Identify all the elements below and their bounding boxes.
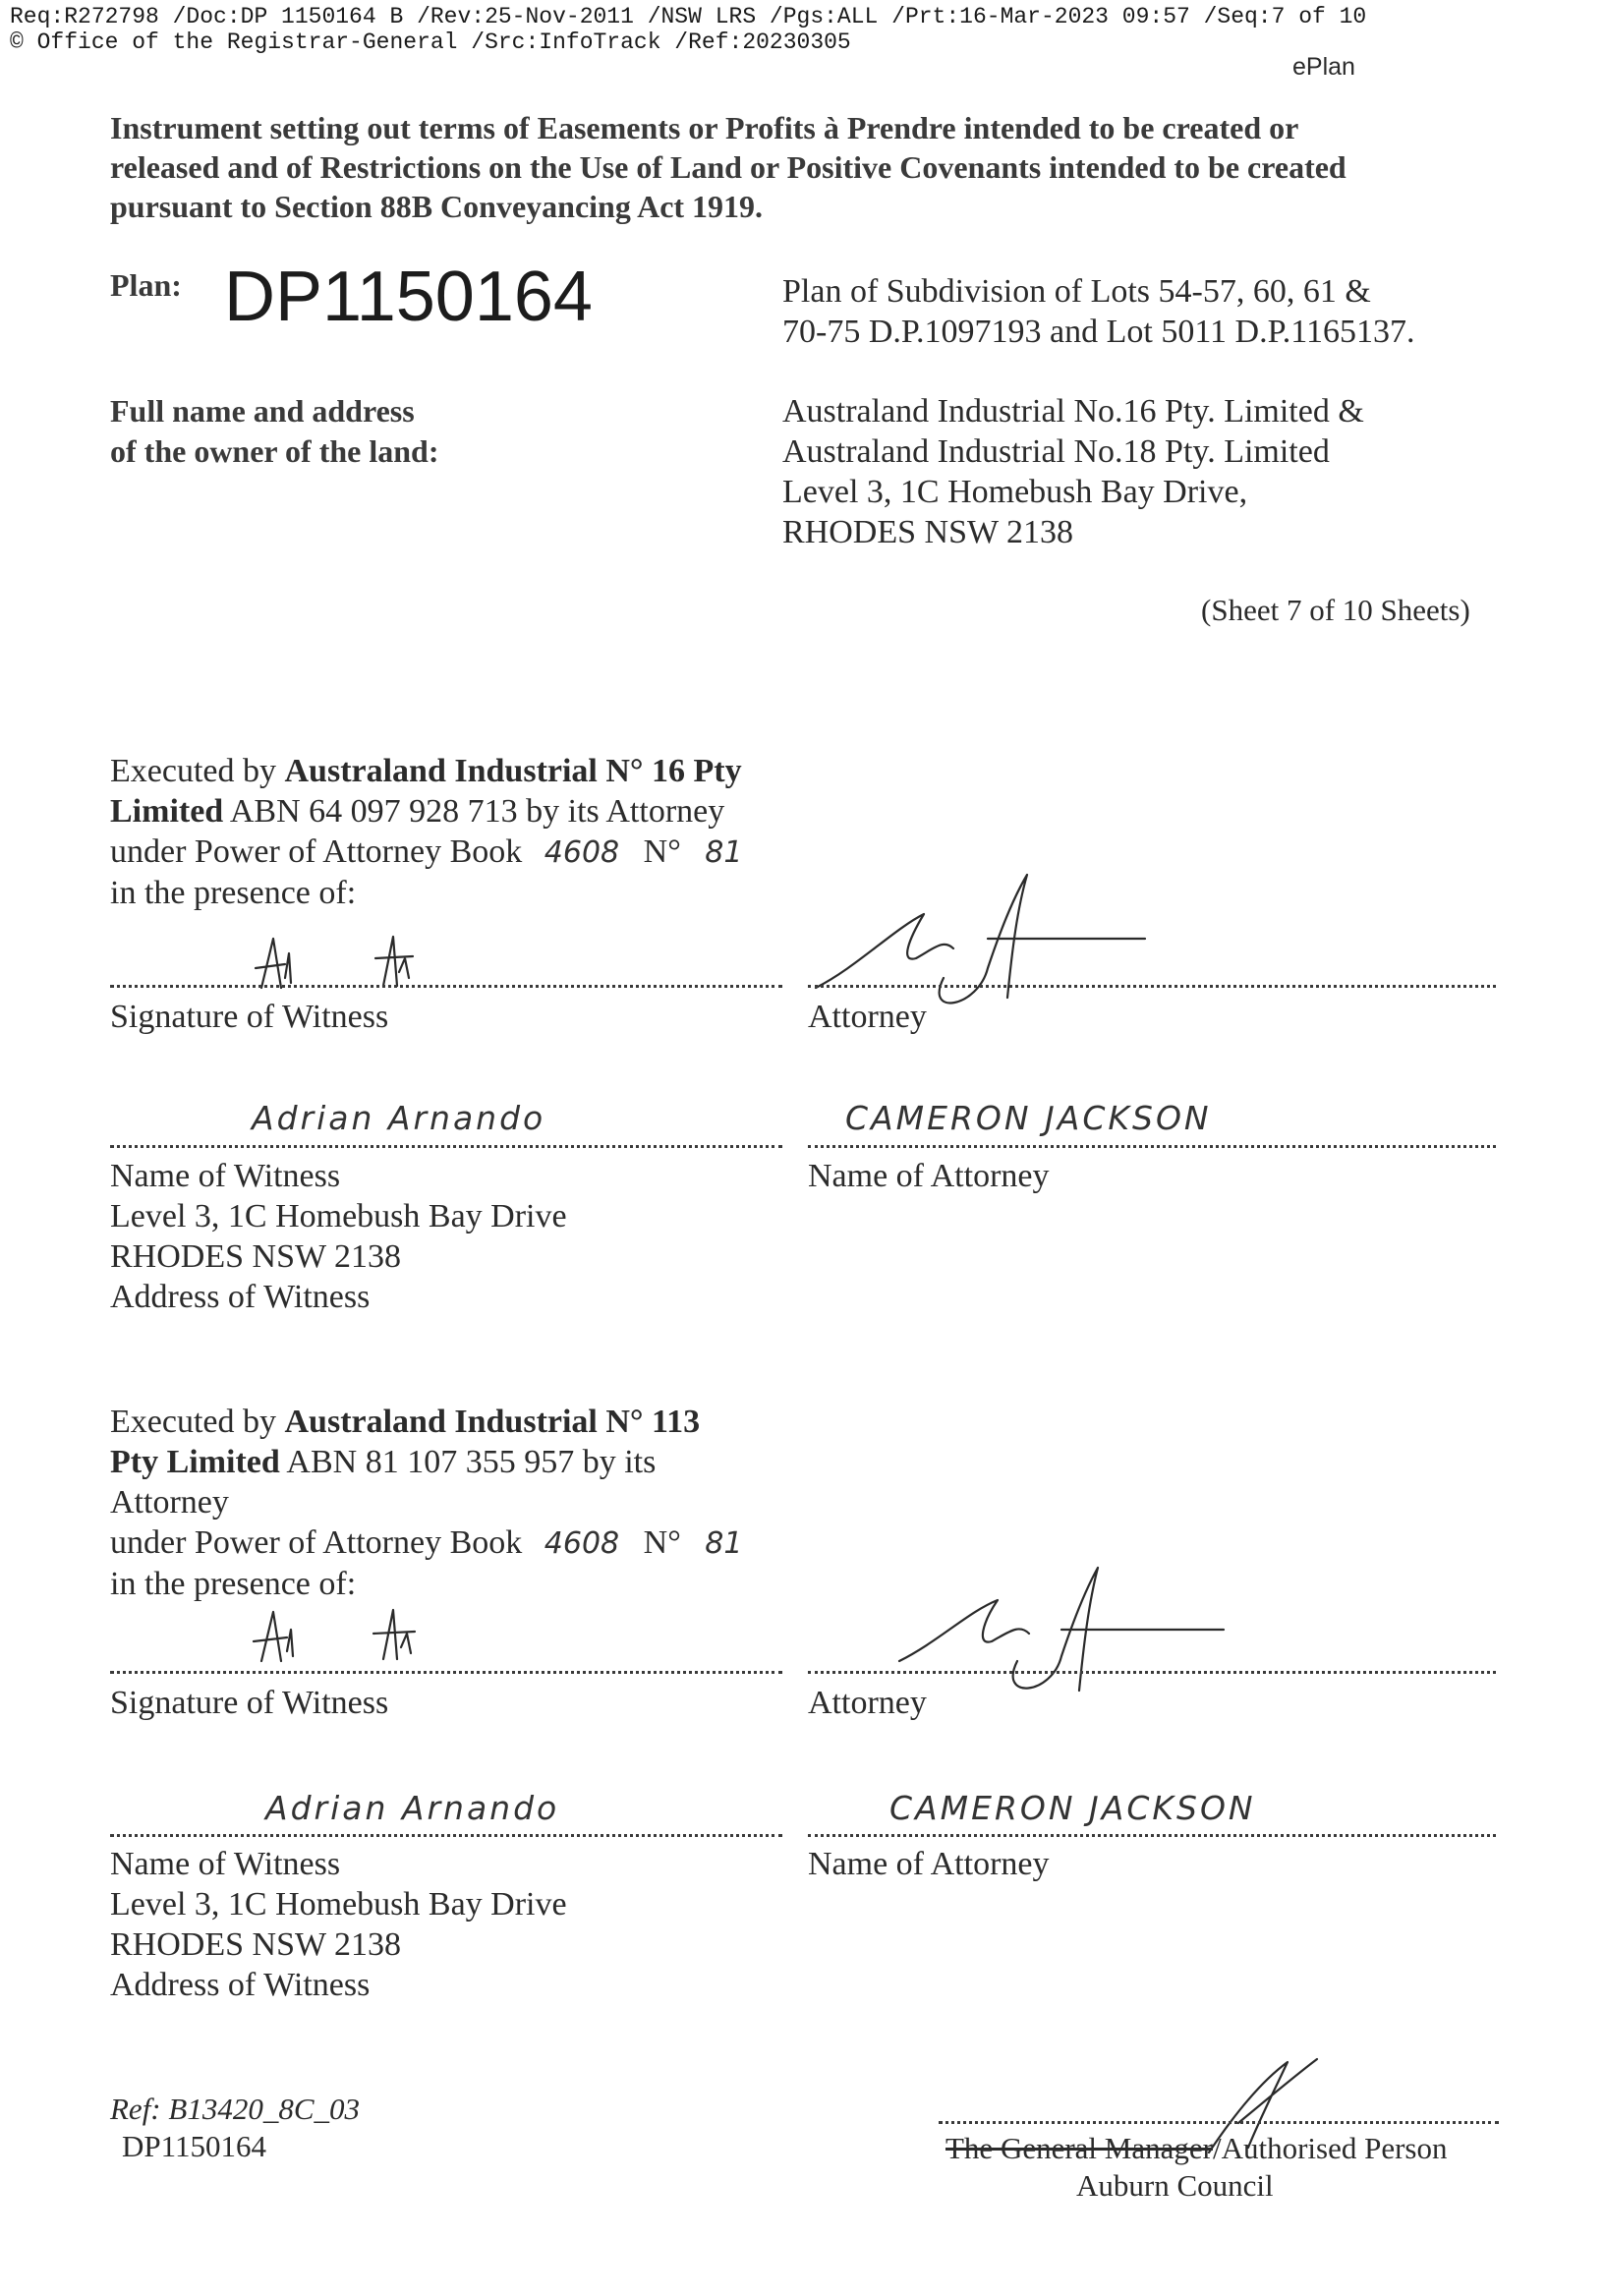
handwritten-witness-name: Adrian Arnando bbox=[252, 1099, 546, 1137]
execution-clause-2 bbox=[110, 1402, 742, 1604]
authorised-person-text: /Authorised Person bbox=[1212, 2131, 1448, 2165]
attorney-label: Attorney bbox=[808, 999, 927, 1035]
witness-name-line bbox=[110, 1145, 782, 1148]
address-of-witness-label: Address of Witness bbox=[110, 1279, 371, 1315]
handwritten-book-number: 4608 bbox=[544, 835, 620, 870]
source-header-line: © Office of the Registrar-General /Src:InfoTrack /Ref:20230305 bbox=[10, 29, 851, 55]
attorney-signature-line bbox=[808, 1671, 1496, 1674]
plan-label: Plan: bbox=[110, 267, 182, 303]
plan-description-line: 70-75 D.P.1097193 and Lot 5011 D.P.1165137. bbox=[782, 314, 1415, 350]
clause-text: Executed by bbox=[110, 753, 285, 789]
clause-text: ABN 64 097 928 713 by its Attorney bbox=[223, 793, 725, 830]
footer-plan-number: DP1150164 bbox=[122, 2129, 266, 2163]
eplan-label: ePlan bbox=[1292, 53, 1355, 81]
company-name: Australand Industrial N° 113 bbox=[284, 1404, 701, 1440]
signature-of-witness-label: Signature of Witness bbox=[110, 1685, 389, 1721]
sheet-number: (Sheet 7 of 10 Sheets) bbox=[1201, 593, 1470, 627]
attorney-label: Attorney bbox=[808, 1685, 927, 1721]
title-line: pursuant to Section 88B Conveyancing Act 1919. bbox=[110, 189, 764, 224]
witness-signature-line bbox=[110, 1671, 782, 1674]
owner-label-line: of the owner of the land: bbox=[110, 433, 439, 469]
handwritten-book-number: 4608 bbox=[544, 1526, 620, 1561]
council-name: Auburn Council bbox=[1076, 2168, 1274, 2203]
witness-signature-line bbox=[110, 985, 782, 988]
title-line: Instrument setting out terms of Easements or Profits à Prendre intended to be created or bbox=[110, 110, 1299, 145]
attorney-signature bbox=[806, 870, 1140, 1017]
number-label: N° bbox=[643, 1524, 681, 1561]
plan-number: DP1150164 bbox=[224, 258, 593, 336]
company-name: Pty Limited bbox=[110, 1444, 280, 1480]
name-of-attorney-label: Name of Attorney bbox=[808, 1846, 1050, 1882]
witness-block-1 bbox=[110, 1156, 567, 1317]
witness-address-line: Level 3, 1C Homebush Bay Drive bbox=[110, 1886, 567, 1923]
witness-name-line bbox=[110, 1834, 782, 1837]
attorney-signature bbox=[889, 1563, 1224, 1710]
clause-text: Attorney bbox=[110, 1484, 229, 1521]
clause-text: ABN 81 107 355 957 by its bbox=[279, 1444, 657, 1480]
witness-signature bbox=[246, 1602, 442, 1671]
execution-clause-1 bbox=[110, 751, 742, 913]
clause-text: under Power of Attorney Book bbox=[110, 833, 523, 870]
name-of-attorney-label: Name of Attorney bbox=[808, 1158, 1050, 1194]
witness-address-line: RHODES NSW 2138 bbox=[110, 1926, 401, 1963]
title-line: released and of Restrictions on the Use of Land or Positive Covenants intended to be created bbox=[110, 149, 1346, 185]
owner-label bbox=[110, 391, 439, 472]
clause-text: under Power of Attorney Book bbox=[110, 1524, 523, 1561]
owner-line: Australand Industrial No.18 Pty. Limited bbox=[782, 433, 1330, 470]
handwritten-number: 81 bbox=[705, 1526, 743, 1561]
name-of-witness-label: Name of Witness bbox=[110, 1846, 341, 1882]
owner-label-line: Full name and address bbox=[110, 393, 415, 429]
attorney-signature-line bbox=[808, 985, 1496, 988]
witness-address-line: Level 3, 1C Homebush Bay Drive bbox=[110, 1198, 567, 1234]
attorney-name-line bbox=[808, 1145, 1496, 1148]
owner-line: Level 3, 1C Homebush Bay Drive, bbox=[782, 474, 1248, 510]
instrument-title bbox=[110, 108, 1346, 226]
plan-description-line: Plan of Subdivision of Lots 54-57, 60, 61 & bbox=[782, 273, 1371, 310]
address-of-witness-label: Address of Witness bbox=[110, 1967, 371, 2003]
handwritten-attorney-name: CAMERON JACKSON bbox=[889, 1789, 1256, 1827]
signature-of-witness-label: Signature of Witness bbox=[110, 999, 389, 1035]
authorised-person-label bbox=[945, 2131, 1447, 2166]
struck-general-manager: The General Manager bbox=[945, 2131, 1213, 2165]
owner-line: Australand Industrial No.16 Pty. Limited & bbox=[782, 393, 1364, 430]
handwritten-number: 81 bbox=[705, 835, 743, 870]
number-label: N° bbox=[643, 833, 681, 870]
clause-text: in the presence of: bbox=[110, 875, 357, 911]
request-header-line: Req:R272798 /Doc:DP 1150164 B /Rev:25-Nov-2011 /NSW LRS /Pgs:ALL /Prt:16-Mar-2023 09:57 /Seq:7 of 10 bbox=[10, 4, 1367, 29]
clause-text: in the presence of: bbox=[110, 1566, 357, 1602]
company-name: Australand Industrial N° 16 Pty bbox=[284, 753, 742, 789]
handwritten-attorney-name: CAMERON JACKSON bbox=[845, 1099, 1212, 1137]
company-name: Limited bbox=[110, 793, 224, 830]
owner-details bbox=[782, 391, 1364, 552]
reference-code: Ref: B13420_8C_03 bbox=[110, 2092, 360, 2126]
plan-description bbox=[782, 271, 1415, 352]
handwritten-witness-name: Adrian Arnando bbox=[265, 1789, 560, 1827]
witness-block-2 bbox=[110, 1844, 567, 2005]
owner-line: RHODES NSW 2138 bbox=[782, 514, 1073, 550]
clause-text: Executed by bbox=[110, 1404, 285, 1440]
attorney-name-line bbox=[808, 1834, 1496, 1837]
witness-address-line: RHODES NSW 2138 bbox=[110, 1238, 401, 1275]
council-signature-line bbox=[939, 2121, 1499, 2124]
name-of-witness-label: Name of Witness bbox=[110, 1158, 341, 1194]
